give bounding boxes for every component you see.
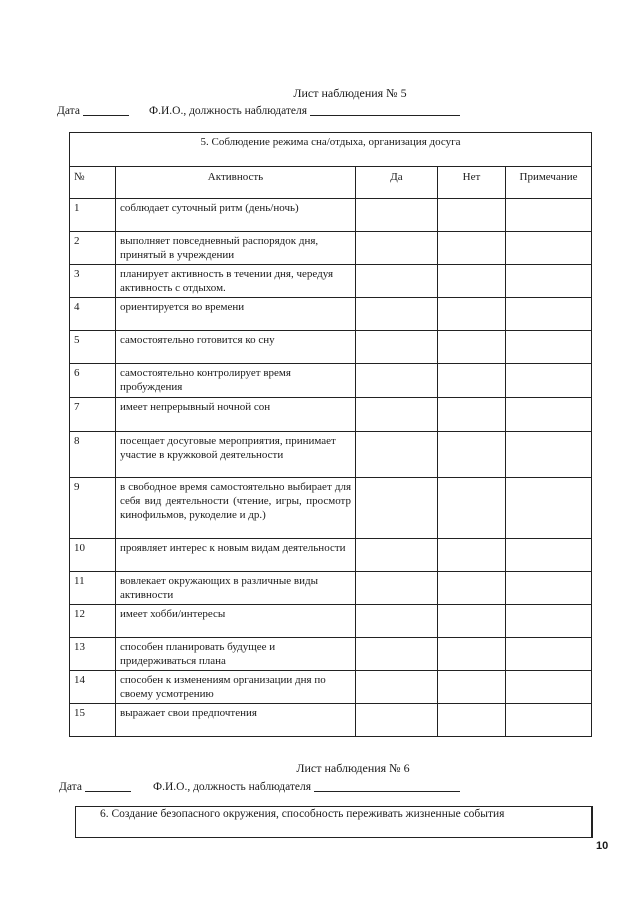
row-activity: самостоятельно контролирует время пробуждения (116, 364, 356, 398)
row-number: 9 (70, 478, 116, 539)
sheet6-title: Лист наблюдения № 6 (296, 761, 410, 775)
row-activity: в свободное время самостоятельно выбирает для себя вид деятельности (чтение, игры, просмотр кинофильмов, рукоделие и др.) (116, 478, 356, 539)
row-note-cell[interactable] (506, 331, 592, 364)
row-activity: посещает досуговые мероприятия, принимает участие в кружковой деятельности (116, 432, 356, 478)
row-no-cell[interactable] (438, 364, 506, 398)
row-no-cell[interactable] (438, 331, 506, 364)
row-activity: способен планировать будущее и придерживаться плана (116, 638, 356, 671)
sheet5-observer-blank[interactable] (310, 103, 460, 116)
row-no-cell[interactable] (438, 638, 506, 671)
row-activity: проявляет интерес к новым видам деятельности (116, 539, 356, 572)
row-number: 12 (70, 605, 116, 638)
page-number: 10 (596, 840, 609, 852)
row-number: 2 (70, 232, 116, 265)
row-yes-cell[interactable] (356, 331, 438, 364)
sheet5-observer-field (149, 103, 460, 117)
row-activity: самостоятельно готовится ко сну (116, 331, 356, 364)
row-no-cell[interactable] (438, 704, 506, 737)
header-yes: Да (356, 167, 438, 199)
table-row (70, 605, 592, 638)
row-activity: имеет хобби/интересы (116, 605, 356, 638)
table-row (70, 539, 592, 572)
header-number: № (70, 167, 116, 199)
row-yes-cell[interactable] (356, 199, 438, 232)
row-no-cell[interactable] (438, 572, 506, 605)
row-activity: способен к изменениям организации дня по своему усмотрению (116, 671, 356, 704)
row-yes-cell[interactable] (356, 398, 438, 432)
row-no-cell[interactable] (438, 478, 506, 539)
row-note-cell[interactable] (506, 605, 592, 638)
row-activity: имеет непрерывный ночной сон (116, 398, 356, 432)
table-row (70, 478, 592, 539)
row-yes-cell[interactable] (356, 364, 438, 398)
row-no-cell[interactable] (438, 265, 506, 298)
row-no-cell[interactable] (438, 605, 506, 638)
row-number: 3 (70, 265, 116, 298)
row-note-cell[interactable] (506, 398, 592, 432)
row-note-cell[interactable] (506, 432, 592, 478)
row-yes-cell[interactable] (356, 478, 438, 539)
sheet5-date-field (57, 103, 129, 117)
row-number: 8 (70, 432, 116, 478)
row-yes-cell[interactable] (356, 638, 438, 671)
row-yes-cell[interactable] (356, 539, 438, 572)
row-note-cell[interactable] (506, 364, 592, 398)
table-row (70, 364, 592, 398)
section-row (70, 133, 592, 167)
table-row (70, 704, 592, 737)
row-number: 4 (70, 298, 116, 331)
row-number: 6 (70, 364, 116, 398)
row-yes-cell[interactable] (356, 298, 438, 331)
row-yes-cell[interactable] (356, 572, 438, 605)
row-activity: выражает свои предпочтения (116, 704, 356, 737)
sheet6-date-blank[interactable] (85, 779, 131, 792)
row-number: 14 (70, 671, 116, 704)
row-number: 11 (70, 572, 116, 605)
row-note-cell[interactable] (506, 539, 592, 572)
sheet5-date-blank[interactable] (83, 103, 129, 116)
row-activity: ориентируется во времени (116, 298, 356, 331)
row-no-cell[interactable] (438, 298, 506, 331)
sheet5-date-label: Дата (57, 105, 80, 117)
sheet6-section-box (75, 806, 593, 838)
table-row (70, 232, 592, 265)
row-number: 10 (70, 539, 116, 572)
row-note-cell[interactable] (506, 572, 592, 605)
row-number: 7 (70, 398, 116, 432)
observation-table (69, 132, 592, 737)
row-no-cell[interactable] (438, 398, 506, 432)
row-yes-cell[interactable] (356, 232, 438, 265)
section-title: 5. Соблюдение режима сна/отдыха, организация досуга (70, 133, 592, 167)
row-no-cell[interactable] (438, 671, 506, 704)
row-number: 5 (70, 331, 116, 364)
table-row (70, 331, 592, 364)
row-note-cell[interactable] (506, 478, 592, 539)
row-note-cell[interactable] (506, 704, 592, 737)
row-no-cell[interactable] (438, 432, 506, 478)
row-activity: планирует активность в течении дня, чередуя активность с отдыхом. (116, 265, 356, 298)
table-row (70, 432, 592, 478)
row-yes-cell[interactable] (356, 265, 438, 298)
row-number: 15 (70, 704, 116, 737)
row-number: 13 (70, 638, 116, 671)
sheet6-observer-blank[interactable] (314, 779, 460, 792)
table-row (70, 199, 592, 232)
row-yes-cell[interactable] (356, 432, 438, 478)
row-number: 1 (70, 199, 116, 232)
row-yes-cell[interactable] (356, 671, 438, 704)
sheet6-date-label: Дата (59, 781, 82, 793)
row-note-cell[interactable] (506, 199, 592, 232)
row-note-cell[interactable] (506, 671, 592, 704)
header-row (70, 167, 592, 199)
row-note-cell[interactable] (506, 265, 592, 298)
row-no-cell[interactable] (438, 199, 506, 232)
table-row (70, 398, 592, 432)
row-activity: соблюдает суточный ритм (день/ночь) (116, 199, 356, 232)
header-note: Примечание (506, 167, 592, 199)
table-row (70, 671, 592, 704)
table-row (70, 638, 592, 671)
header-activity: Активность (116, 167, 356, 199)
table-row (70, 572, 592, 605)
row-note-cell[interactable] (506, 298, 592, 331)
sheet6-observer-label: Ф.И.О., должность наблюдателя (153, 781, 312, 793)
sheet6-observer-field (153, 779, 460, 793)
header-no: Нет (438, 167, 506, 199)
row-note-cell[interactable] (506, 232, 592, 265)
sheet6-date-field (59, 779, 131, 793)
row-no-cell[interactable] (438, 539, 506, 572)
sheet5-title: Лист наблюдения № 5 (293, 86, 407, 100)
row-note-cell[interactable] (506, 638, 592, 671)
row-activity: вовлекает окружающих в различные виды активности (116, 572, 356, 605)
row-yes-cell[interactable] (356, 605, 438, 638)
sheet6-section-title: 6. Создание безопасного окружения, способность переживать жизненные события (100, 808, 505, 820)
sheet5-observer-label: Ф.И.О., должность наблюдателя (149, 105, 308, 117)
table-row (70, 265, 592, 298)
row-activity: выполняет повседневный распорядок дня, принятый в учреждении (116, 232, 356, 265)
row-no-cell[interactable] (438, 232, 506, 265)
table-row (70, 298, 592, 331)
row-yes-cell[interactable] (356, 704, 438, 737)
